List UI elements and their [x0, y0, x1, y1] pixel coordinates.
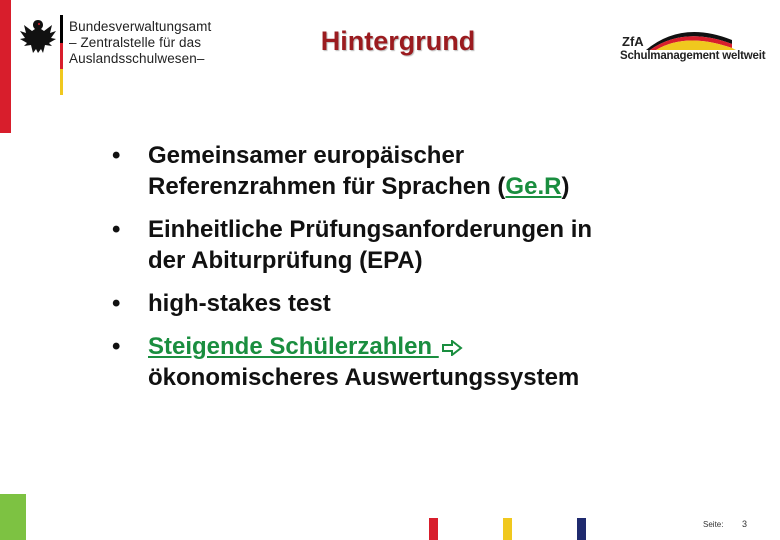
bullet-text-line: high-stakes test — [148, 290, 331, 317]
student-numbers-link[interactable]: Steigende Schülerzahlen — [148, 333, 439, 360]
bullet-item — [112, 214, 752, 276]
zfa-subtitle: Schulmanagement weltweit — [620, 50, 766, 62]
ger-link[interactable]: Ge.R — [505, 173, 562, 200]
zfa-logo-text: ZfA — [622, 34, 644, 49]
left-accent-bar-green — [0, 494, 26, 540]
bullet-text-line: Gemeinsamer europäischer — [148, 142, 465, 169]
footer-mark-gold — [503, 518, 512, 540]
bullet-list — [112, 140, 752, 393]
footer-mark-red — [429, 518, 438, 540]
org-line-1: Bundesverwaltungsamt — [69, 19, 212, 34]
bullet-text-line: Referenzrahmen für Sprachen (Ge.R) — [148, 173, 570, 200]
footer-mark-navy — [577, 518, 586, 540]
org-line-2: – Zentralstelle für das — [69, 35, 202, 50]
bullet-text-line: der Abiturprüfung (EPA) — [148, 247, 423, 274]
bullet-text-line — [148, 331, 752, 362]
bullet-item — [112, 140, 752, 202]
org-line-3: Auslandsschulwesen– — [69, 51, 205, 66]
page-number: 3 — [742, 519, 748, 529]
bullet-item — [112, 288, 752, 319]
flag-stripe-gold — [60, 69, 63, 95]
right-arrow-icon — [441, 340, 463, 356]
slide-title: Hintergrund — [320, 26, 476, 56]
bullet-dot: • — [112, 216, 121, 243]
page-label: Seite: — [703, 520, 724, 529]
bullet-text-line: ökonomischeres Auswertungssystem — [148, 364, 580, 391]
bullet-text-line: Einheitliche Prüfungsanforderungen in — [148, 216, 593, 243]
bullet-dot: • — [112, 333, 121, 360]
bullet-dot: • — [112, 290, 121, 317]
bullet-dot: • — [112, 142, 121, 169]
left-accent-bar-red — [0, 0, 11, 133]
bullet-item — [112, 331, 752, 393]
